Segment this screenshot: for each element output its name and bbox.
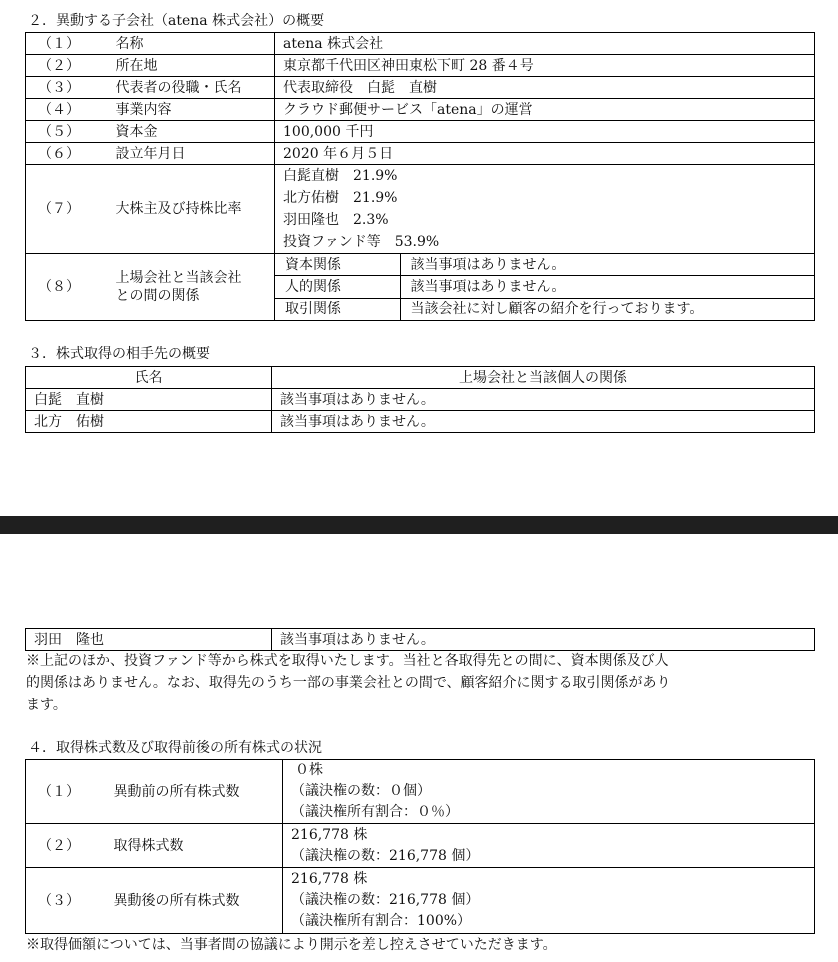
person-name: 羽田 隆也 xyxy=(26,629,272,651)
relation-row xyxy=(275,254,814,276)
page-break-divider xyxy=(0,516,838,534)
row-label: 所在地 xyxy=(108,55,275,77)
shareholder-entry: 羽田隆也 2.3% xyxy=(283,212,389,228)
row-value: atena 株式会社 xyxy=(275,33,815,55)
table-row xyxy=(26,629,815,651)
value-line: （議決権の数：０個） xyxy=(291,783,431,799)
counterparty-note xyxy=(26,650,816,716)
shareholder-entry: 白髭直樹 21.9% xyxy=(283,168,398,184)
row-value xyxy=(283,760,815,824)
row-label: 代表者の役職・氏名 xyxy=(108,77,275,99)
relations-label-line: との間の関係 xyxy=(115,288,200,304)
person-name: 北方 佑樹 xyxy=(26,411,272,433)
row-number: （３） xyxy=(26,868,106,934)
table-row xyxy=(26,121,815,143)
value-line: 216,778 株 xyxy=(291,871,368,887)
row-number: （４） xyxy=(26,99,108,121)
value-line: 216,778 株 xyxy=(291,826,368,843)
table-row xyxy=(26,77,815,99)
value-line: （議決権の数：216,778 個） xyxy=(291,847,480,864)
relations-label-line: 上場会社と当該会社 xyxy=(115,270,242,286)
row-number: （２） xyxy=(26,55,108,77)
counterparty-table xyxy=(25,366,815,433)
row-value xyxy=(283,824,815,868)
table-row xyxy=(26,824,815,868)
table-row xyxy=(26,55,815,77)
table-row xyxy=(26,389,815,411)
shareholder-list xyxy=(275,165,815,254)
shareholding-status-table xyxy=(25,759,815,934)
table-row xyxy=(26,868,815,934)
value-line: （議決権所有割合：100%） xyxy=(291,913,472,929)
row-number: （８） xyxy=(26,254,108,321)
relation-row xyxy=(275,276,814,298)
row-value xyxy=(283,868,815,934)
relations-subtable xyxy=(275,254,814,320)
column-header-name: 氏名 xyxy=(26,367,272,389)
subsidiary-overview-table xyxy=(25,32,815,321)
row-label: 大株主及び持株比率 xyxy=(108,165,275,254)
row-number: （５） xyxy=(26,121,108,143)
row-number: （２） xyxy=(26,824,106,868)
row-value: 2020 年６月５日 xyxy=(275,143,815,165)
value-line: （議決権の数：216,778 個） xyxy=(291,892,480,908)
person-relation: 該当事項はありません。 xyxy=(272,629,815,651)
row-value: 東京都千代田区神田東松下町 28 番４号 xyxy=(275,55,815,77)
relation-value: 該当事項はありません。 xyxy=(400,254,814,276)
relation-type: 資本関係 xyxy=(285,256,341,273)
row-label: 取得株式数 xyxy=(106,824,283,868)
row-number: （１） xyxy=(26,33,108,55)
person-name: 白髭 直樹 xyxy=(26,389,272,411)
row-number: （１） xyxy=(26,760,106,824)
row-label: 事業内容 xyxy=(108,99,275,121)
row-label: 名称 xyxy=(108,33,275,55)
shareholder-entry: 北方佑樹 21.9% xyxy=(283,190,398,206)
table-row xyxy=(26,99,815,121)
row-label: 異動前の所有株式数 xyxy=(106,760,283,824)
column-header-relation: 上場会社と当該個人の関係 xyxy=(272,367,815,389)
relation-value: 該当事項はありません。 xyxy=(400,276,814,298)
note-line: ます。 xyxy=(26,697,67,713)
section3-title: ３．株式取得の相手先の概要 xyxy=(28,346,210,362)
row-label: 異動後の所有株式数 xyxy=(106,868,283,934)
row-label: 設立年月日 xyxy=(108,143,275,165)
row-number: （６） xyxy=(26,143,108,165)
table-header-row xyxy=(26,367,815,389)
shareholder-entry: 投資ファンド等 53.9% xyxy=(283,234,440,250)
price-footnote: ※取得価額については、当事者間の協議により開示を差し控えさせていただきます。 xyxy=(26,937,557,953)
row-label: 資本金 xyxy=(108,121,275,143)
section4-title: ４．取得株式数及び取得前後の所有株式の状況 xyxy=(28,740,322,756)
row-value: クラウド郵便サービス「atena」の運営 xyxy=(275,99,815,121)
row-label xyxy=(108,254,275,321)
note-line: ※上記のほか、投資ファンド等から株式を取得いたします。当社と各取得先との間に、資本関係及び人 xyxy=(26,653,669,669)
note-line: 的関係はありません。なお、取得先のうち一部の事業会社との間で、顧客紹介に関する取引関係があり xyxy=(26,675,671,691)
relation-value: 当該会社に対し顧客の紹介を行っております。 xyxy=(400,298,814,320)
counterparty-table-continued xyxy=(25,628,815,651)
person-relation: 該当事項はありません。 xyxy=(272,411,815,433)
table-row xyxy=(26,143,815,165)
value-line: ０株 xyxy=(295,762,323,778)
table-row xyxy=(26,33,815,55)
relation-type: 取引関係 xyxy=(275,298,400,320)
relation-row xyxy=(275,298,814,320)
person-relation: 該当事項はありません。 xyxy=(272,389,815,411)
table-row xyxy=(26,760,815,824)
shareholders-row xyxy=(26,165,815,254)
row-value: 100,000 千円 xyxy=(275,121,815,143)
row-number: （３） xyxy=(26,77,108,99)
value-line: （議決権所有割合：０％） xyxy=(291,804,459,820)
relations-row xyxy=(26,254,815,321)
row-number: （７） xyxy=(26,165,108,254)
table-row xyxy=(26,411,815,433)
row-value: 代表取締役 白髭 直樹 xyxy=(275,77,815,99)
section2-title: ２．異動する子会社（atena 株式会社）の概要 xyxy=(28,13,325,29)
relations-cell xyxy=(275,254,815,321)
relation-type: 人的関係 xyxy=(275,276,400,298)
